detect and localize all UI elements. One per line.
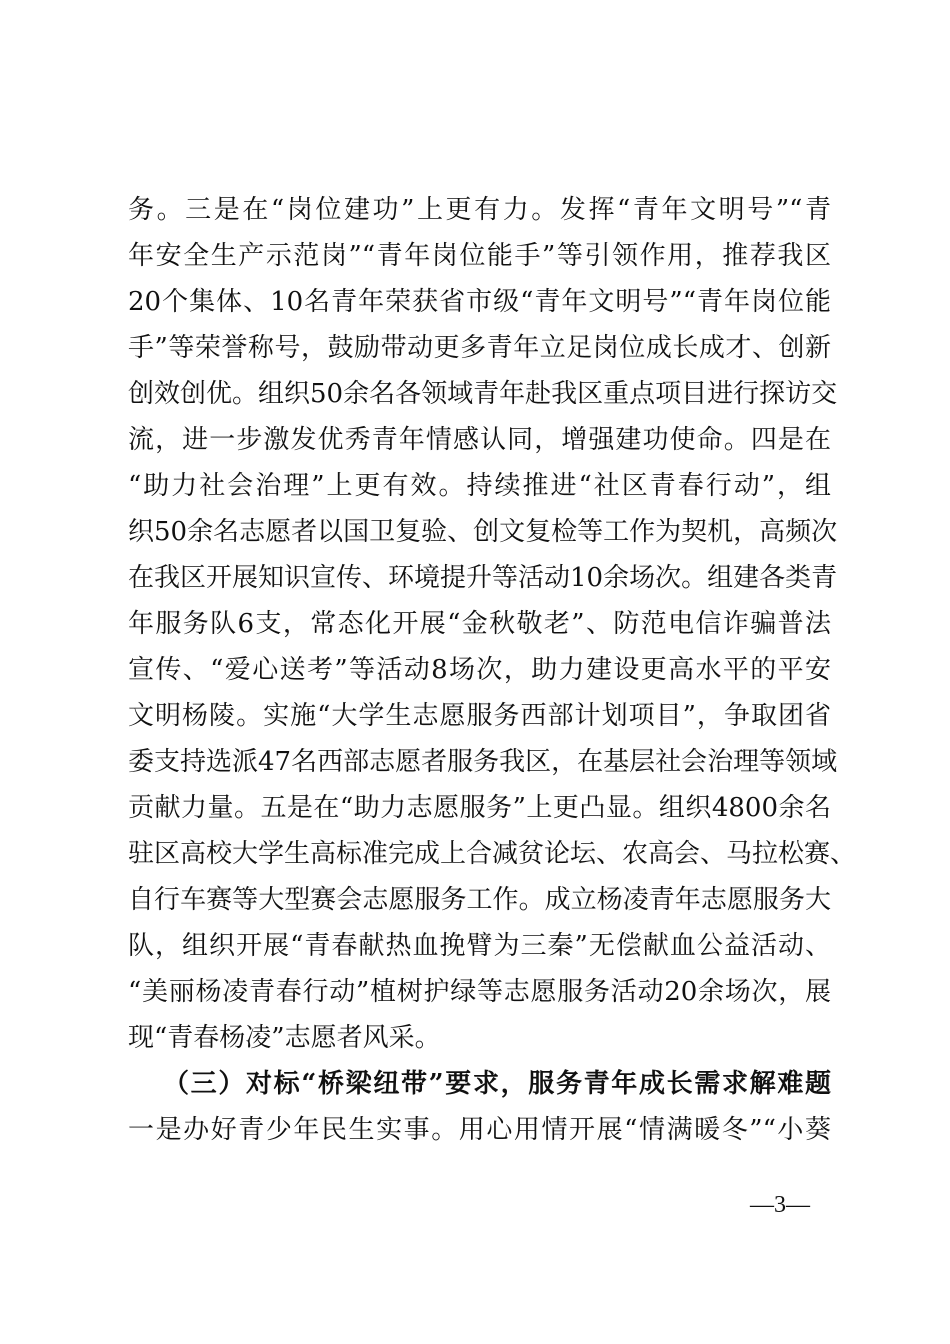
page-number: —3— — [750, 1192, 810, 1218]
body-line: 现“青春杨凌”志愿者风采。 — [128, 1023, 441, 1053]
body-line: 自行车赛等大型赛会志愿服务工作。成立杨凌青年志愿服务大 — [128, 885, 831, 915]
body-line: 织50余名志愿者以国卫复验、创文复检等工作为契机，高频次 — [128, 517, 838, 547]
body-line: “助力社会治理”上更有效。持续推进“社区青春行动”，组 — [128, 471, 831, 501]
body-line: 务。三是在“岗位建功”上更有力。发挥“青年文明号”“青 — [128, 195, 831, 225]
body-line: 贡献力量。五是在“助力志愿服务”上更凸显。组织4800余名 — [128, 793, 831, 823]
body-line: 流，进一步激发优秀青年情感认同，增强建功使命。四是在 — [128, 425, 831, 455]
body-line: 宣传、“爱心送考”等活动8场次，助力建设更高水平的平安 — [128, 655, 831, 685]
body-line: 文明杨陵。实施“大学生志愿服务西部计划项目”，争取团省 — [128, 701, 831, 731]
body-line: 20个集体、10名青年荣获省市级“青年文明号”“青年岗位能 — [128, 287, 831, 317]
body-line: 年安全生产示范岗”“青年岗位能手”等引领作用，推荐我区 — [128, 241, 831, 271]
body-line: 年服务队6支，常态化开展“金秋敬老”、防范电信诈骗普法 — [128, 609, 831, 639]
body-line: 委支持选派47名西部志愿者服务我区，在基层社会治理等领域 — [128, 747, 838, 777]
body-line: 手”等荣誉称号，鼓励带动更多青年立足岗位成长成才、创新 — [128, 333, 831, 363]
body-line: 一是办好青少年民生实事。用心用情开展“情满暖冬”“小葵 — [128, 1115, 831, 1145]
body-line: 在我区开展知识宣传、环境提升等活动10余场次。组建各类青 — [128, 563, 838, 593]
body-line: “美丽杨凌青春行动”植树护绿等志愿服务活动20余场次，展 — [128, 977, 831, 1007]
body-line: 创效创优。组织50余名各领域青年赴我区重点项目进行探访交 — [128, 379, 838, 409]
section-heading: （三）对标“桥梁纽带”要求，服务青年成长需求解难题 — [163, 1069, 831, 1099]
body-line: 队，组织开展“青春献热血挽臂为三秦”无偿献血公益活动、 — [128, 931, 831, 961]
body-line: 驻区高校大学生高标准完成上合减贫论坛、农高会、马拉松赛、 — [128, 839, 857, 869]
